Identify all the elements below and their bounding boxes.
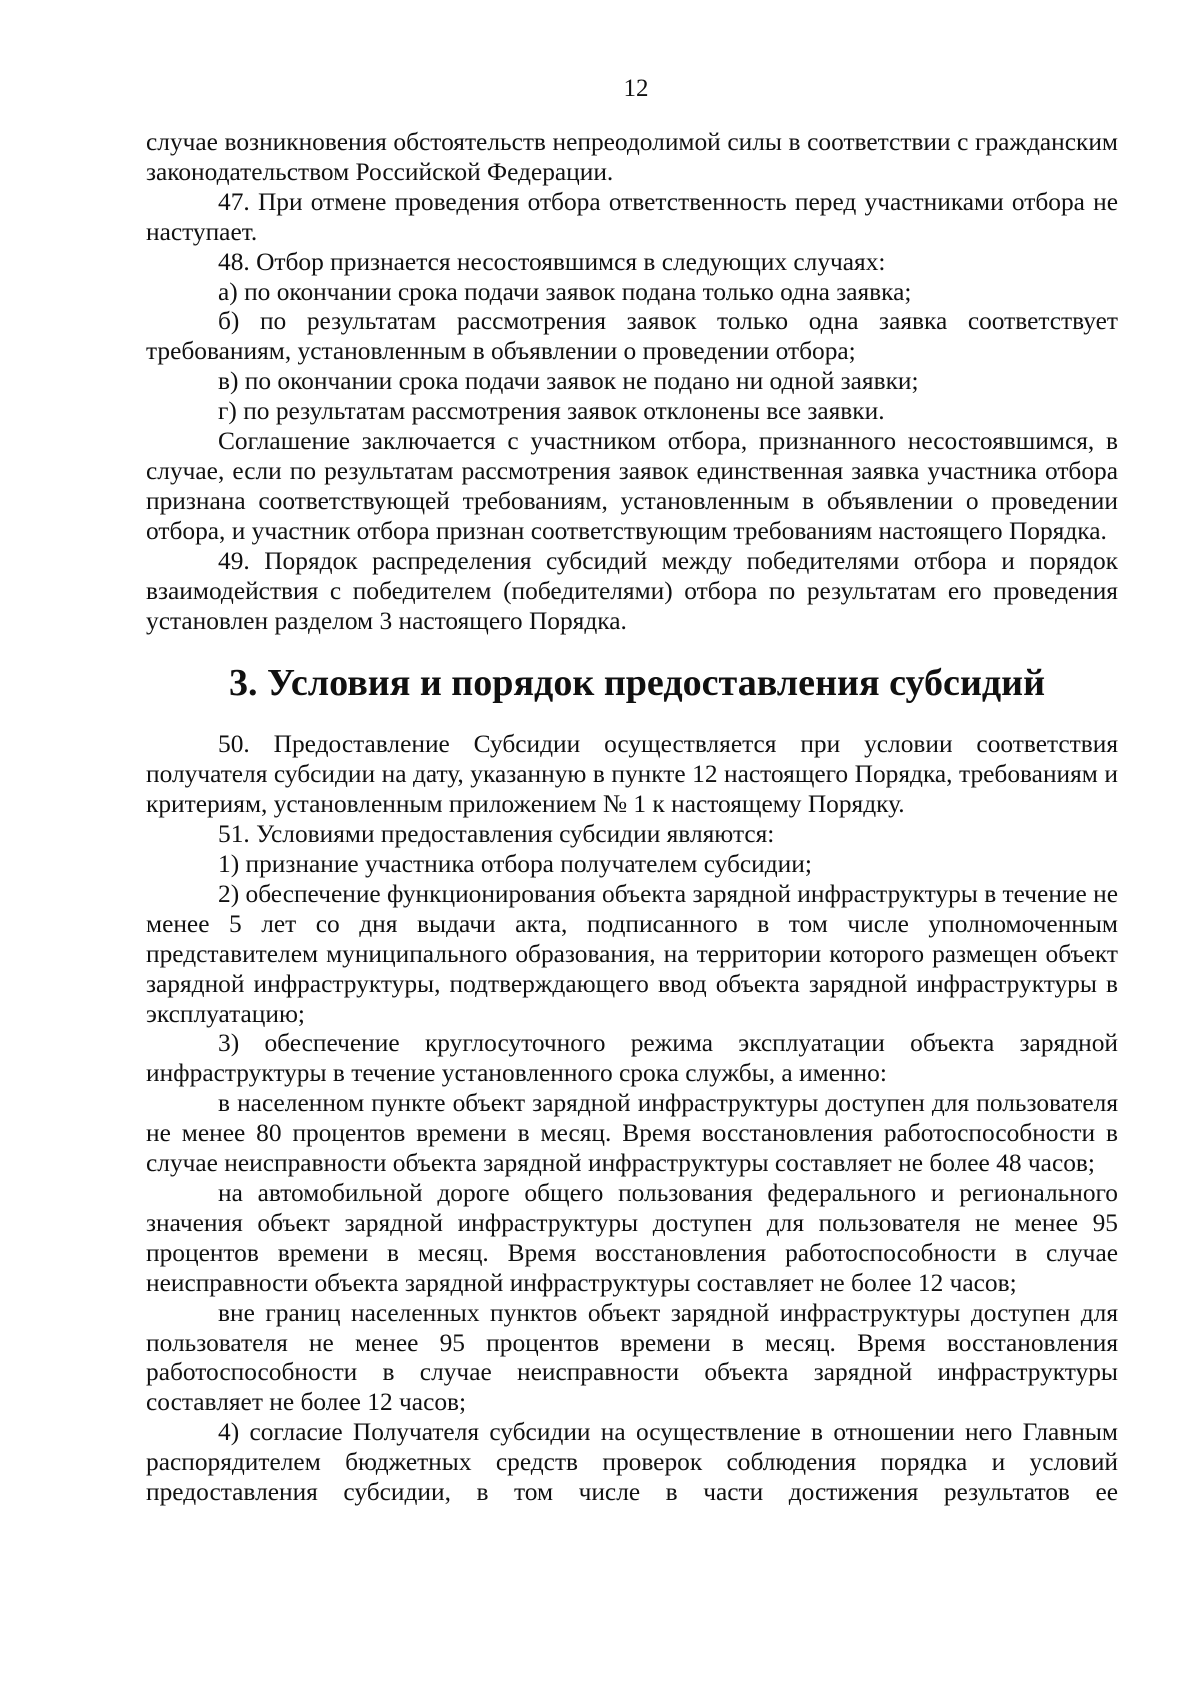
document-body [146,128,1118,1508]
paragraph-48-g: г) по результатам рассмотрения заявок отклонены все заявки. [218,397,885,426]
paragraph-48: 48. Отбор признается несостоявшимся в следующих случаях: [218,247,886,276]
paragraph-49: 49. Порядок распределения субсидий между победителями отбора и порядок взаимодействия с победителем (победителями) отбора по результатам его проведения установлен разделом 3 настоящего Порядка. [146,546,1118,635]
paragraph-50: 50. Предоставление Субсидии осуществляется при условии соответствия получателя субсидии на дату, указанную в пункте 12 настоящего Порядка, требованиям и критериям, установленным приложением № 1 к настоящему Порядку. [146,730,1118,819]
paragraph-outside-settlements: вне границ населенных пунктов объект зарядной инфраструктуры доступен для пользователя не менее 95 процентов времени в месяц. Время восстановления работоспособности в случае неисправности объекта зарядной инфраструктуры составляет не более 12 часов; [146,1298,1118,1417]
paragraph-highway: на автомобильной дороге общего пользования федерального и регионального значения объект зарядной инфраструктуры доступен для пользователя не менее 95 процентов времени в месяц. Время восстановления работоспособности в случае неисправности объекта зарядной инфраструктуры составляет не более 12 часов; [146,1179,1118,1297]
paragraph-continuation: случае возникновения обстоятельств непреодолимой силы в соответствии с гражданским законодательством Российской Федерации. [146,128,1118,186]
paragraph-48-v: в) по окончании срока подачи заявок не подано ни одной заявки; [218,367,919,396]
paragraph-51-3: 3) обеспечение круглосуточного режима эксплуатации объекта зарядной инфраструктуры в течение установленного срока службы, а именно: [146,1029,1118,1088]
paragraph-51-1: 1) признание участника отбора получателем субсидии; [218,850,812,879]
paragraph-settlement: в населенном пункте объект зарядной инфраструктуры доступен для пользователя не менее 80 процентов времени в месяц. Время восстановления работоспособности в случае неисправности объекта зарядной инфраструктуры составляет не более 48 часов; [146,1089,1118,1178]
section-heading: 3. Условия и порядок предоставления субсидий [228,662,1046,705]
paragraph-51: 51. Условиями предоставления субсидии являются: [218,820,775,849]
paragraph-51-2: 2) обеспечение функционирования объекта зарядной инфраструктуры в течение не менее 5 лет со дня выдачи акта, подписанного в том числе уполномоченным представителем муниципального образования, на территории которого размещен объект зарядной инфраструктуры, подтверждающего ввод объекта зарядной инфраструктуры в эксплуатацию; [146,879,1118,1028]
page-number: 12 [623,75,649,102]
paragraph-48-b: б) по результатам рассмотрения заявок только одна заявка соответствует требованиям, установленным в объявлении о проведении отбора; [146,307,1118,366]
paragraph-47: 47. При отмене проведения отбора ответственность перед участниками отбора не наступает. [146,187,1118,246]
paragraph-48-a: а) по окончании срока подачи заявок подана только одна заявка; [218,277,912,306]
paragraph-agreement: Соглашение заключается с участником отбора, признанного несостоявшимся, в случае, если по результатам рассмотрения заявок единственная заявка участника отбора признана соответствующей требованиям, установленным в объявлении о проведении отбора, и участник отбора признан соответствующим требованиям настоящего Порядка. [146,427,1118,545]
paragraph-51-4: 4) согласие Получателя субсидии на осуществление в отношении него Главным распорядителем бюджетных средств проверок соблюдения порядка и условий предоставления субсидии, в том числе в части достижения результатов ее [146,1418,1118,1507]
